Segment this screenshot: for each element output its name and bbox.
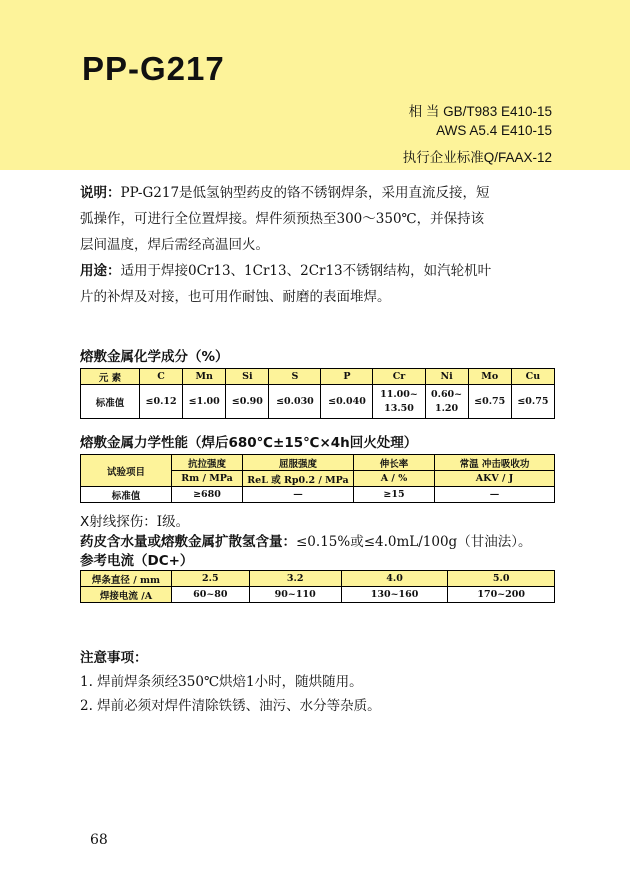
chem-value-cell: 0.60~ 1.20	[425, 385, 468, 419]
xray-line	[80, 510, 189, 530]
chem-header-cell: Mo	[468, 369, 511, 385]
current-cell: 4.0	[341, 571, 448, 587]
mech-header-cell: 屈服强度	[243, 455, 354, 471]
standard-aws: AWS A5.4 E410-15	[436, 123, 552, 138]
hydrogen-line	[80, 530, 531, 550]
description-paragraph	[80, 180, 560, 258]
mech-header-cell: 抗拉强度	[172, 455, 243, 471]
notes-title: 注意事项：	[80, 650, 148, 666]
note-item: 1. 焊前焊条须经350℃烘焙1小时，随烘随用。	[80, 674, 363, 690]
chem-value-cell: ≤0.75	[468, 385, 511, 419]
xray-value: Ⅰ级。	[156, 514, 190, 530]
mechanical-table	[80, 454, 555, 503]
current-cell: 3.2	[249, 571, 341, 587]
mech-value-cell: 标准值	[81, 487, 172, 503]
usage-line: 适用于焊接0Cr13、1Cr13、2Cr13不锈钢结构，如汽轮机叶	[120, 263, 492, 279]
description-line: 层间温度，焊后需经高温回火。	[80, 237, 269, 253]
hydrogen-label: 药皮含水量或熔敷金属扩散氢含量：	[80, 534, 296, 550]
mech-unit-cell: A / %	[354, 471, 435, 487]
chem-value-cell: ≤0.90	[226, 385, 269, 419]
chem-header-cell: Si	[226, 369, 269, 385]
mechanical-title: 熔敷金属力学性能（焊后680℃±15℃×4h回火处理）	[80, 435, 418, 451]
page-number: 68	[90, 832, 108, 848]
current-cell: 130~160	[341, 587, 448, 603]
chemical-title: 熔敷金属化学成分（%）	[80, 349, 229, 365]
current-cell: 170~200	[448, 587, 555, 603]
chem-header-cell: 元 素	[81, 369, 140, 385]
chem-value-cell: ≤0.75	[511, 385, 554, 419]
mech-value-cell: ≥15	[354, 487, 435, 503]
mech-header-cell: 常温 冲击吸收功	[435, 455, 555, 471]
mech-header-cell: 伸长率	[354, 455, 435, 471]
description-line: 弧操作，可进行全位置焊接。焊件须预热至300～350℃，并保持该	[80, 211, 485, 227]
xray-label: X射线探伤：	[80, 514, 157, 530]
mech-value-cell: ≥680	[172, 487, 243, 503]
chem-value-cell: 标准值	[81, 385, 140, 419]
usage-line: 片的补焊及对接，也可用作耐蚀、耐磨的表面堆焊。	[80, 289, 391, 305]
mech-value-cell: —	[243, 487, 354, 503]
standard-gb: 相 当 GB/T983 E410-15	[408, 104, 552, 119]
standard-enterprise: 执行企业标准Q/FAAX-12	[402, 150, 552, 165]
current-table	[80, 570, 555, 603]
current-cell: 60~80	[172, 587, 250, 603]
note-item: 2. 焊前必须对焊件清除铁锈、油污、水分等杂质。	[80, 698, 381, 714]
current-cell: 焊条直径 / mm	[81, 571, 172, 587]
chem-header-cell: Cr	[373, 369, 425, 385]
usage-label: 用途：	[80, 263, 121, 279]
mech-unit-cell: ReL 或 Rp0.2 / MPa	[243, 471, 354, 487]
description-label: 说明：	[80, 185, 121, 201]
product-title: PP-G217	[82, 50, 225, 87]
chem-header-cell: S	[269, 369, 321, 385]
description-line: PP-G217是低氢钠型药皮的铬不锈钢焊条，采用直流反接，短	[120, 185, 490, 201]
chem-value-cell: ≤0.12	[140, 385, 183, 419]
mech-unit-cell: AKV / J	[435, 471, 555, 487]
mech-unit-cell: Rm / MPa	[172, 471, 243, 487]
mech-header-cell: 试验项目	[81, 455, 172, 487]
current-cell: 5.0	[448, 571, 555, 587]
chem-header-cell: Cu	[511, 369, 554, 385]
current-cell: 焊接电流 /A	[81, 587, 172, 603]
chem-value-cell: ≤1.00	[183, 385, 226, 419]
usage-paragraph	[80, 258, 560, 310]
chem-value-cell: ≤0.030	[269, 385, 321, 419]
chemical-table	[80, 368, 555, 419]
chem-header-cell: C	[140, 369, 183, 385]
hydrogen-value: ≤0.15%或≤4.0mL/100g（甘油法）。	[296, 534, 532, 550]
chem-header-cell: P	[321, 369, 373, 385]
current-title: 参考电流（DC+）	[80, 553, 194, 569]
current-cell: 2.5	[172, 571, 250, 587]
chem-header-cell: Ni	[425, 369, 468, 385]
current-cell: 90~110	[249, 587, 341, 603]
chem-value-cell: 11.00~ 13.50	[373, 385, 425, 419]
mech-value-cell: —	[435, 487, 555, 503]
chem-value-cell: ≤0.040	[321, 385, 373, 419]
chem-header-cell: Mn	[183, 369, 226, 385]
